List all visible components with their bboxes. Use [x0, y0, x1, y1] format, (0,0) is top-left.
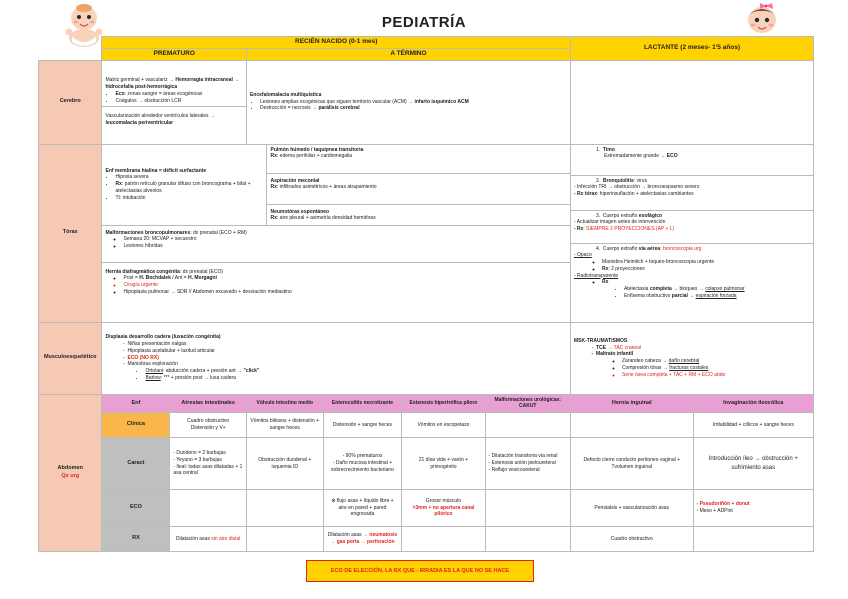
torax-lac-timo: Timo — [602, 146, 615, 153]
abd-eco-atresias — [170, 490, 247, 527]
abd-rx-hernia: Cuadro obstructivo — [570, 527, 693, 552]
row-label-abdomen — [39, 394, 102, 552]
abd-eco-inv-2: - Meso + ADPint — [696, 508, 733, 515]
torax-lac-bronq-virus: : virus — [633, 177, 648, 184]
abd-car-volvulo: Obstrucción duodenal + isquemia ID — [246, 438, 323, 490]
abd-car-ent-2: - Daño mucosa intestinal + sobrecrecimiento bacteriano — [331, 460, 394, 473]
musculo-dis-2: - Hipoplasia acetabular + laxitud articular — [127, 348, 566, 355]
cerebro-prem-hemorragia: Hemorragia intracraneal → hidrocefalia post-hemorrágica — [105, 77, 240, 91]
cerebro-prem-text: Matriz germinal + vasculariz → — [105, 77, 176, 84]
abd-rx-entero — [323, 527, 402, 552]
pediatria-table — [38, 36, 814, 552]
cerebro-ater-lesiones: Lesiones amplias ecogénicas que siguen territorio vascular (ACM) → — [259, 98, 415, 105]
torax-lactante-cell: 1. Timo Extremadamente grande → ECO 2. Bronquiolitis: virus - Infección TRI → obstrucción → broncoespasmo severo - Rx tórax: hiperinsuflación + atelectasias cambiantes 3. Cuerpo extraño esofágico - Actualizar imagen antes de intervención - Rx: SIEMPRE 2 PROYECCIONES (AP + L) 4. Cuerpo extraño vía aérea: broncoscopia urg - Opaco ◦ Maniobra Heimlich + toqueo-broncoscopia urgente ◦ Rx: 2 proyecciones - Radiotransparente ◦ Rx • Atelectasia completa → bloqueo → colapso pulmonar • Enfisema obstructivo parcial → espiración forzada — [570, 144, 813, 322]
abd-car-malf-3: - Reflujo vesicoureteral — [488, 466, 540, 473]
abd-rx-invag — [693, 527, 813, 552]
torax-lac-bronq-infeccion: - Infección TRI → obstrucción → broncoespasmo severo — [573, 184, 700, 191]
torax-hernia-post: Post = — [123, 275, 140, 282]
musculo-lac-zarandeo: Zarandeo cabeza → — [621, 358, 669, 365]
abd-clin-entero: Distensión + sangre heces — [323, 413, 402, 438]
musculo-dis-eco: - ECO (NO RX) — [127, 355, 566, 362]
abd-car-estenosis: 21 días vida + varón + primogénito — [402, 438, 485, 490]
cerebro-prematuro-cell — [102, 60, 246, 144]
torax-lac-ce-esof-bold: esofágico — [638, 212, 663, 219]
abd-car-atr-1: - Duodeno = 2 burbujas — [173, 450, 226, 457]
abdomen-col-atresias: Atresias intestinales — [170, 394, 247, 413]
torax-malf-2: ◦ Lesiones híbridas — [123, 243, 566, 250]
torax-lac-atelectasia-completa: completa — [649, 286, 672, 293]
torax-hialina-rx: : patrón retículo granular difuso con broncograma + bilat + atelectasias alveolos — [115, 181, 251, 194]
cerebro-atermino-cell — [246, 60, 570, 144]
torax-lac-opaco: - Opaco — [573, 252, 592, 259]
abdomen-qx-urg: Qx urg — [61, 472, 80, 479]
footnote-banner: ECO DE ELECCIÓN, LA RX QUE - IRRADIA ES LA QUE NO SE HACE — [306, 560, 534, 582]
row-label-torax: Tórax — [39, 144, 102, 322]
abd-car-entero — [323, 438, 402, 490]
page-title: PEDIATRÍA — [381, 14, 467, 31]
header-recien-nacido: RECIÉN NACIDO (0-1 mes) — [102, 37, 570, 49]
torax-malf-title2: : dx prenatal (ECO + RM) — [190, 229, 247, 236]
abd-car-atr-2: - Yeyuno = 3 burbujas — [173, 456, 222, 463]
torax-lac-atelectasia-colapso: colapso pulmonar — [705, 286, 745, 293]
torax-lac-atelectasia: Atelectasia — [623, 286, 650, 293]
torax-lac-opaco-rx: : 2 proyecciones — [608, 265, 645, 272]
musculo-lac-tce: TCE — [595, 344, 606, 351]
musculo-lac-dano-cerebral: daño cerebral — [668, 358, 700, 365]
abdomen-row-caract: Caract — [102, 438, 170, 490]
abdomen-row-rx: RX — [102, 527, 170, 552]
cerebro-ater-infarto: infarto isquémico ACM — [414, 98, 469, 105]
torax-malf-1: ◦ Semana 20: MCVAP + secuestro — [123, 236, 566, 243]
abd-clin-invag: Irritabilidad + cólicos + sangre heces — [693, 413, 813, 438]
torax-neumo-rx: : aire pleural + asimetría densidad hemitórax — [276, 215, 376, 222]
abdomen-col-invag: Invaginación ileocólica — [693, 394, 813, 413]
musculo-ortolani-text: : abducción cadera + presión ant → — [163, 368, 244, 375]
cerebro-prem-leucomalacia: leucomalacia periventricular — [105, 120, 174, 127]
torax-lac-ce-via-bronco: : broncoscopia urg — [660, 245, 702, 252]
abd-rx-malf — [485, 527, 570, 552]
torax-hernia-ant: / Ant = — [170, 275, 188, 282]
abd-car-ent-1: - 90% prematuros — [342, 453, 383, 460]
musculo-ortolani: Ortolani — [145, 368, 163, 375]
abd-clin-hernia — [570, 413, 693, 438]
abd-eco-invag — [693, 490, 813, 527]
torax-hernia-title: Hernia diafragmática congénita — [105, 268, 180, 275]
cerebro-ater-destruccion: Destrucción = necrosis → — [259, 105, 319, 112]
abdomen-col-malf: Malformaciones urológicas: CAKUT — [485, 394, 570, 413]
abd-clin-volvulo: Vómitos biliosos + distensión + sangre heces — [246, 413, 323, 438]
torax-hialina-3: • Tt: intubación — [115, 195, 263, 202]
abd-eco-estenosis — [402, 490, 485, 527]
torax-lac-enfisema-arrow: → — [687, 292, 696, 299]
header-a-termino: A TÉRMINO — [246, 48, 570, 60]
musculo-barlow-text: : *** + presión post → luxa cadera — [160, 374, 236, 381]
abdomen-label: Abdomen — [57, 465, 83, 472]
torax-lac-radiotransparente: - Radiotransparente — [573, 272, 619, 279]
cerebro-prem-eco-label: Eco — [115, 90, 125, 97]
cerebro-ater-paralisis: parálisis cerebral — [318, 105, 360, 112]
header-prematuro: PREMATURO — [102, 48, 246, 60]
torax-lac-enfisema-parcial: parcial — [671, 292, 688, 299]
torax-lac-ce-rx-label: - Rx — [573, 226, 584, 233]
abd-eco-hernia: Peristalsis + vascularización asas — [570, 490, 693, 527]
torax-lac-enfisema: Enfisema obstructivo — [623, 292, 672, 299]
cerebro-lactante-cell — [570, 60, 813, 144]
abd-car-invag: Introducción íleo → obstrucción + sufrimiento asas — [693, 438, 813, 490]
torax-hernia-cirugia: ◦ Cirugía urgente — [123, 282, 566, 289]
cerebro-prem-vascularizacion: Vascularización alrededor ventrículos laterales → — [105, 113, 215, 120]
abd-rx-ent-a: Dilatación asas → — [327, 532, 370, 539]
abd-rx-volvulo — [246, 527, 323, 552]
abd-rx-atr-a: Dilatación asas — [175, 535, 212, 542]
musculo-ortolani-click: "click" — [243, 368, 260, 375]
abd-eco-volvulo — [246, 490, 323, 527]
abd-eco-malf — [485, 490, 570, 527]
torax-lac-opaco-rx-label: Rx — [601, 265, 609, 272]
abdomen-col-hernia: Hernia inguinal — [570, 394, 693, 413]
torax-lac-ce-rx: : SIEMPRE 2 PROYECCIONES (AP + L) — [583, 226, 675, 233]
musculo-lac-serie-osea: ◦ Serie ósea completa + TAC + RM + ECO abdo — [622, 372, 810, 379]
abd-clin-malf — [485, 413, 570, 438]
abdomen-row-eco: ECO — [102, 490, 170, 527]
torax-lac-atelectasia-bloqueo: → bloqueo → — [671, 286, 706, 293]
musculo-lac-tce-tac: → TAC craneal — [605, 344, 642, 351]
musculo-lac-maltrato: - Maltrato infantil — [596, 351, 810, 358]
abd-eco-inv-1: - Pseudoriñón + donut — [696, 501, 750, 508]
torax-hialina-1: • Hipoxia severa — [115, 174, 263, 181]
torax-asp-rx: : infiltrados asimétricos + áreas atrapamiento — [276, 184, 377, 191]
musculo-lac-compresion: Compresión tórax → — [621, 364, 670, 371]
torax-lac-timo-eco: ECO — [666, 153, 678, 160]
abd-car-hernia: Defecto cierre conducto peritoneo vaginal + Tvolumen inguinal — [570, 438, 693, 490]
torax-hernia-hipoplasia: ◦ Hipoplasia pulmonar → SDR // Abdomen excavado + desviación mediastino — [123, 289, 566, 296]
torax-pulmon-title: Pulmón húmedo / taquipnea transitoria — [270, 146, 364, 153]
torax-lac-enfisema-espiracion: espiración forzada — [695, 292, 737, 299]
abd-clin-atresias: Cuadro obstructivo Distensión y V+ — [170, 413, 247, 438]
musculo-dis-maniobras: - Maniobras exploración — [127, 361, 566, 368]
row-label-cerebro: Cerebro — [39, 60, 102, 144]
abd-car-atr-3: - Ileal: todas asas dilatadas + 1 asa central — [173, 463, 243, 477]
torax-lac-bronq-rx-label: - Rx tórax — [573, 191, 598, 198]
torax-asp-rx-label: Rx — [270, 184, 277, 191]
cerebro-prem-coagulos: Coágulos → obstrucción LCR — [115, 97, 182, 104]
torax-lac-radio-rx: ◦ Rx — [602, 279, 810, 286]
abd-rx-atresias — [170, 527, 247, 552]
abdomen-col-volvulo: Vólvulo intestino medio — [246, 394, 323, 413]
torax-lac-bronquiolitis: Bronquiolitis — [602, 177, 634, 184]
torax-hernia-morgagni: H. Morgagni — [187, 275, 217, 282]
torax-pulmon-rx: : edema perihiliar + cardiomegalia — [276, 153, 353, 160]
cerebro-prem-eco-text: : zonas sangre = áreas ecogénicas — [124, 90, 203, 97]
abd-clin-estenosis: Vómitos en escopetazo — [402, 413, 485, 438]
abd-eco-entero: ⊗ flujo asas + líquido libre + aire en pared + pared engrosada — [323, 490, 402, 527]
torax-lac-ce-via: Cuerpo extraño — [602, 245, 639, 252]
musculo-displasia-title: Displasia desarrollo cadera (luxación congénita) — [105, 334, 221, 341]
torax-malf-title: Malformaciones broncopulmonares — [105, 229, 191, 236]
abd-rx-ent-b: neumatosis → gas porta → perforación — [330, 532, 398, 546]
row-label-musculo: Musculoesquelético — [39, 322, 102, 394]
torax-hialina-rx-label: Rx — [115, 181, 122, 188]
torax-lac-ce-esof: Cuerpo extraño — [602, 212, 639, 219]
abd-car-malf-1: - Dilatación transitoria vía renal — [488, 453, 558, 460]
header-lactante: LACTANTE (2 meses- 1'5 años) — [570, 37, 813, 61]
torax-neumo-title: Neumotórax espontáneo — [270, 208, 330, 215]
torax-rn-cell — [102, 144, 570, 322]
torax-hernia-bochdalek: H. Bochdalek — [139, 275, 171, 282]
abd-car-malf-2: - Estenosis unión pieloureteral — [488, 460, 556, 467]
torax-lac-timo-text: Extremadamente grande → — [603, 153, 667, 160]
musculo-lac-fracturas: fracturas costales — [669, 364, 709, 371]
torax-lac-bronq-rx: : hiperinsuflación + atelectasias cambiantes — [597, 191, 694, 198]
torax-hialina-title: Enf membrana hialina = déficit surfactante — [105, 167, 207, 174]
torax-lac-ce-actualizar: - Actualizar imagen antes de intervención — [573, 219, 666, 226]
abd-rx-atr-b: sin aire distal — [211, 535, 241, 542]
abdomen-col-entero: Enterocolitis necrotizante — [323, 394, 402, 413]
musculo-barlow: Barlow — [145, 374, 161, 381]
torax-neumo-rx-label: Rx — [270, 215, 277, 222]
abd-eco-est-1: Grosor músculo — [425, 497, 462, 504]
torax-pulmon-rx-label: Rx — [270, 153, 277, 160]
musculo-lactante-cell — [570, 322, 813, 394]
torax-lac-ce-via-bold: vía aérea — [638, 245, 661, 252]
musculo-dis-1: - Niñas presentación nalgas — [127, 341, 566, 348]
torax-asp-title: Aspiración meconial — [270, 177, 320, 184]
abd-eco-est-2: >3mm + no apertura canal pilórico — [412, 504, 475, 518]
cerebro-ater-title: Encefalomalacia multiquística — [249, 91, 322, 98]
abd-car-malf — [485, 438, 570, 490]
abd-car-atresias — [170, 438, 247, 490]
abdomen-col-enf: Enf — [102, 394, 170, 413]
musculo-rn-cell — [102, 322, 570, 394]
torax-hernia-title2: : dx prenatal (ECO) — [179, 268, 224, 275]
abdomen-col-estenosis: Estenosis hipertrófica píloro — [402, 394, 485, 413]
musculo-lac-title: MSK-TRAUMATISMOS — [573, 337, 628, 344]
abdomen-row-clinica: Clínica — [102, 413, 170, 438]
torax-lac-opaco-1: ◦ Maniobra Heimlich + toqueo-broncoscopia urgente — [602, 259, 810, 266]
abd-rx-estenosis — [402, 527, 485, 552]
